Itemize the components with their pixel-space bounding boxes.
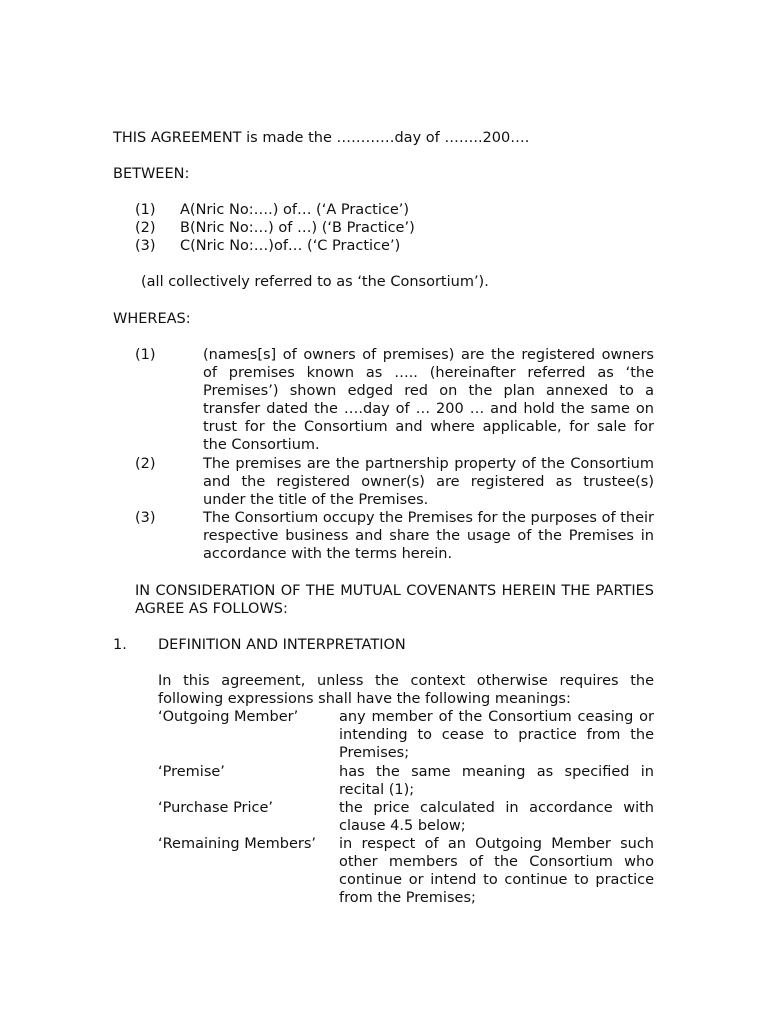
collective-definition: (all collectively referred to as ‘the Consortium’). <box>141 274 489 290</box>
party-text: A(Nric No:….) of… (‘A Practice’) <box>180 202 410 218</box>
party-number: (2) <box>135 220 156 236</box>
recital-text: (names[s] of owners of premises) are the registered owners of premises known as ….. (hereinafter referred as ‘the Premises’) shown edged red on the plan annexed to a transfer dated the ….day of … 200 … and hold the same on trust for the Consortium and where applicable, for sale for the Consortium. <box>203 347 654 454</box>
between-heading: BETWEEN: <box>113 166 190 182</box>
definition-meaning: in respect of an Outgoing Member such other members of the Consortium who continue or intend to continue to practice from the Premises; <box>339 836 654 907</box>
recital-number: (1) <box>135 347 156 363</box>
recital-number: (3) <box>135 510 156 526</box>
definition-term: ‘Purchase Price’ <box>158 800 274 816</box>
definition-meaning: the price calculated in accordance with clause 4.5 below; <box>339 800 654 835</box>
recital-text: The premises are the partnership property of the Consortium and the registered owner(s) are registered as trustee(s) under the title of the Premises. <box>203 456 654 509</box>
whereas-heading: WHEREAS: <box>113 311 191 327</box>
agreement-intro: THIS AGREEMENT is made the …………day of ……..200…. <box>113 130 530 146</box>
party-number: (1) <box>135 202 156 218</box>
party-text: C(Nric No:…)of… (‘C Practice’) <box>180 238 401 254</box>
section-intro: In this agreement, unless the context otherwise requires the following expressions shall have the following meanings: <box>158 673 654 708</box>
party-text: B(Nric No:…) of …) (‘B Practice’) <box>180 220 415 236</box>
definition-term: ‘Outgoing Member’ <box>158 709 299 725</box>
definition-term: ‘Remaining Members’ <box>158 836 317 852</box>
definition-term: ‘Premise’ <box>158 764 225 780</box>
section-number: 1. <box>113 637 127 653</box>
definition-meaning: has the same meaning as specified in recital (1); <box>339 764 654 799</box>
section-title: DEFINITION AND INTERPRETATION <box>158 637 406 653</box>
party-number: (3) <box>135 238 156 254</box>
recital-text: The Consortium occupy the Premises for the purposes of their respective business and share the usage of the Premises in accordance with the terms herein. <box>203 510 654 563</box>
recital-number: (2) <box>135 456 156 472</box>
definition-meaning: any member of the Consortium ceasing or intending to cease to practice from the Premises; <box>339 709 654 762</box>
consideration-clause: IN CONSIDERATION OF THE MUTUAL COVENANTS HEREIN THE PARTIES AGREE AS FOLLOWS: <box>135 583 654 618</box>
